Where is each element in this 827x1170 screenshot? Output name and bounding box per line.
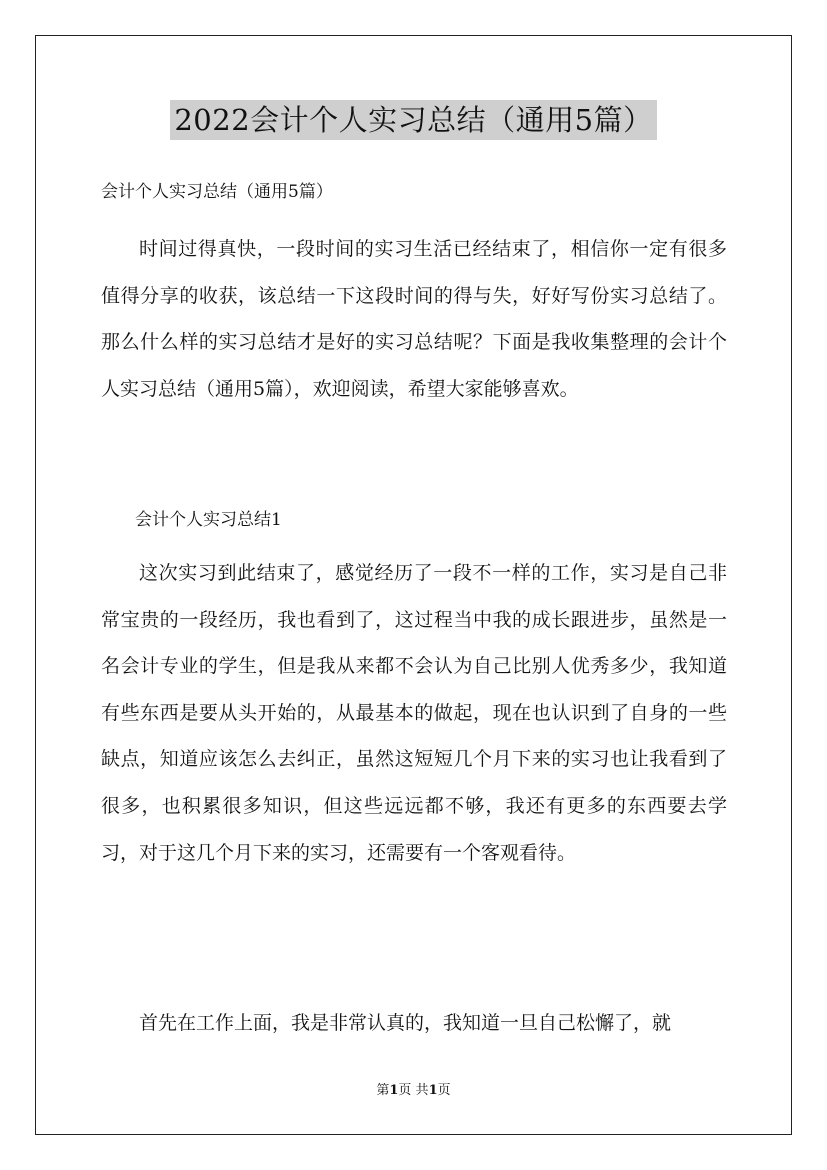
page-footer — [0, 1081, 827, 1101]
footer-current-page: 1 — [389, 1083, 399, 1098]
section-heading: 会计个人实习总结1 — [135, 510, 282, 530]
footer-suffix: 页 — [437, 1083, 451, 1098]
document-subtitle: 会计个人实习总结（通用5篇） — [101, 182, 333, 202]
title-container — [0, 100, 827, 140]
footer-prefix: 第 — [376, 1083, 390, 1098]
intro-paragraph: 时间过得真快，一段时间的实习生活已经结束了，相信你一定有很多值得分享的收获，该总结一下这段时间的得与失，好好写份实习总结了。那么什么样的实习总结才是好的实习总结呢？下面是我收集整理的会计个人实习总结（通用5篇），欢迎阅读，希望大家能够喜欢。 — [101, 238, 727, 400]
body-paragraph-1: 这次实习到此结束了，感觉经历了一段不一样的工作，实习是自己非常宝贵的一段经历，我也看到了，这过程当中我的成长跟进步，虽然是一名会计专业的学生，但是我从来都不会认为自己比别人优秀多少，我知道有些东西是要从头开始的，从最基本的做起，现在也认识到了自身的一些缺点，知道应该怎么去纠正，虽然这短短几个月下来的实习也让我看到了很多，也积累很多知识，但这些远远都不够，我还有更多的东西要去学习，对于这几个月下来的实习，还需要有一个客观看待。 — [101, 562, 727, 864]
footer-mid: 页 共 — [398, 1083, 429, 1098]
document-title: 2022会计个人实习总结（通用5篇） — [170, 100, 656, 140]
body-paragraph-2: 首先在工作上面，我是非常认真的，我知道一旦自己松懈了，就 — [139, 1012, 672, 1034]
footer-total-pages: 1 — [428, 1083, 438, 1098]
